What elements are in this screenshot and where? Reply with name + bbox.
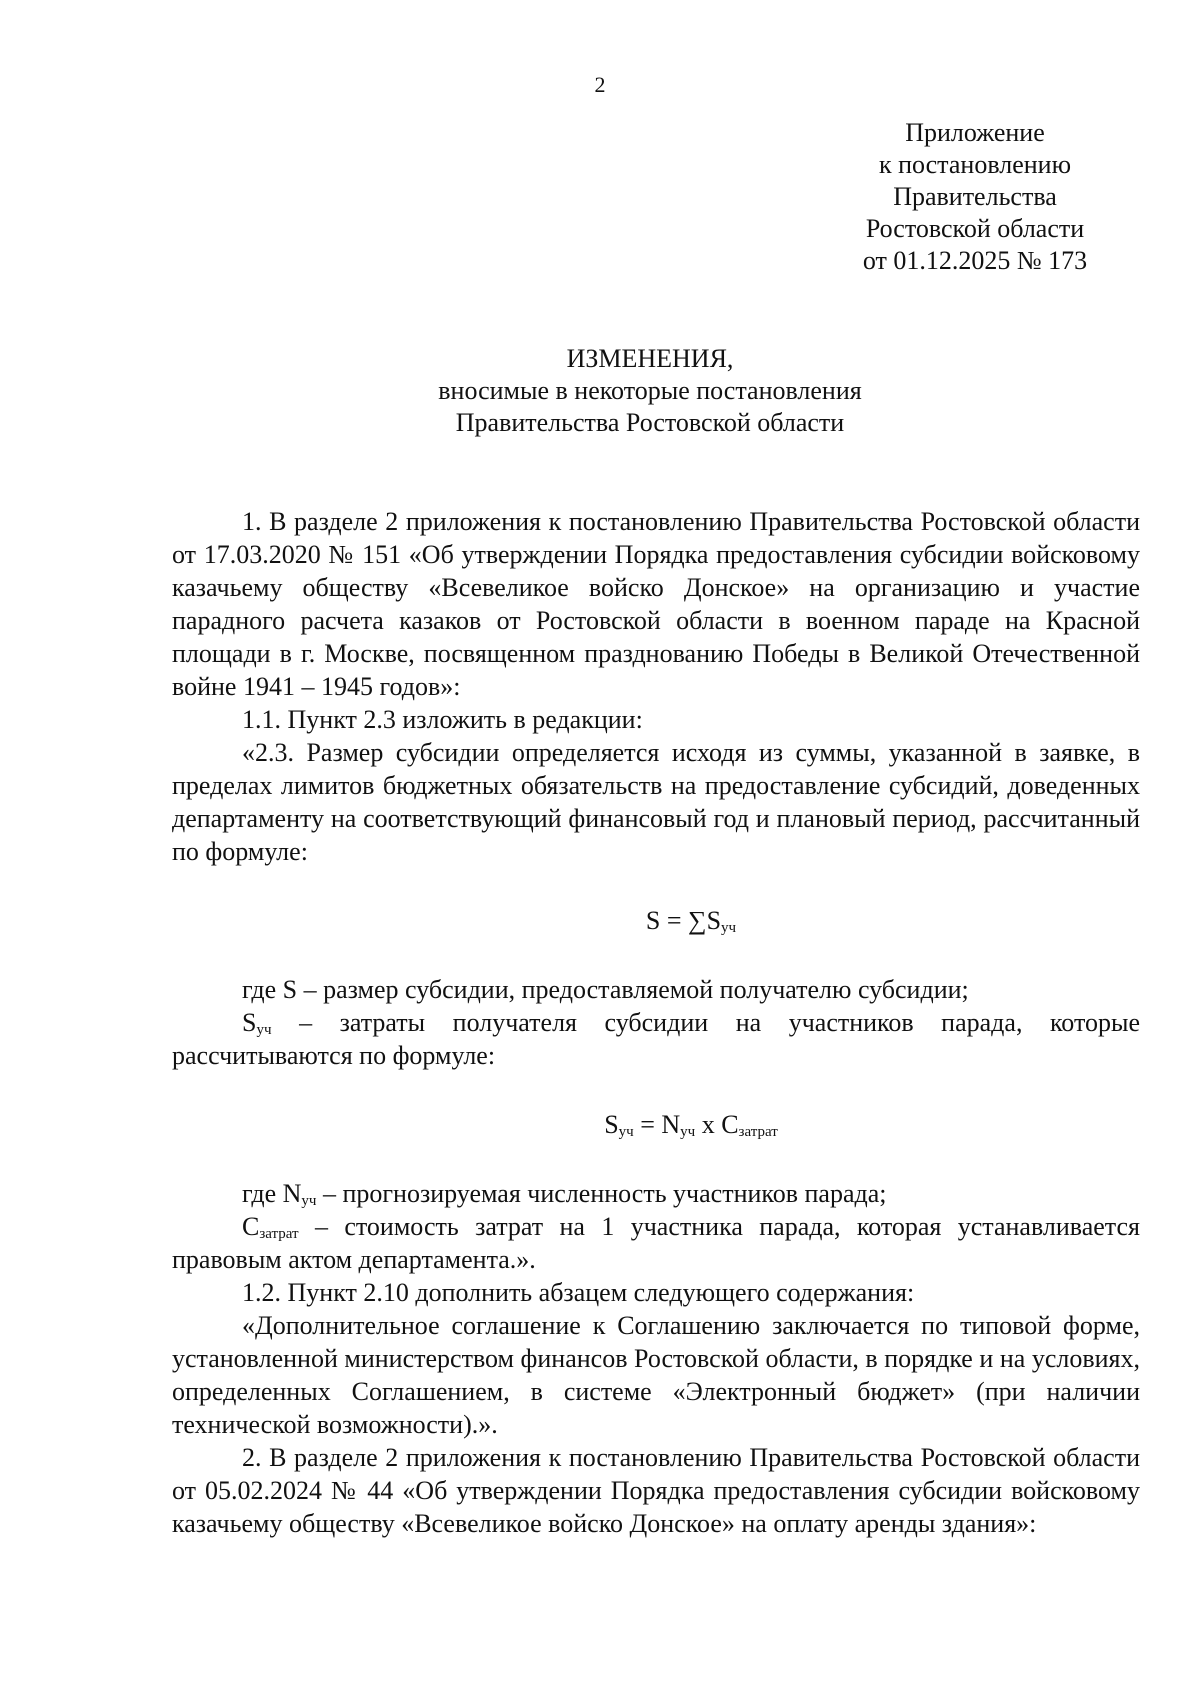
appendix-line: к постановлению — [878, 150, 1072, 179]
paragraph: $S_{уч}$ – затраты получателя субсидии на участников парада, которые рассчитываются по формуле: — [172, 1008, 1140, 1070]
title-heading: ИЗМЕНЕНИЯ, — [566, 344, 734, 373]
appendix-line: Ростовской области — [865, 214, 1085, 243]
title-subline: Правительства Ростовской области — [455, 408, 845, 437]
paragraph: «Дополнительное соглашение к Соглашению заключается по типовой форме, установленной министерством финансов Ростовской области, в порядке и на условиях, определенных Соглашением, в системе «Электронный бюджет» (при наличии технической возможности).». — [172, 1311, 1140, 1439]
document-body — [172, 505, 1140, 1540]
formula-participant-costs: $S_{уч} = N_{уч}$ x $C_{затрат}$ — [604, 1110, 778, 1140]
appendix-line: Правительства — [893, 182, 1057, 211]
formula-subsidy-sum: $S = \sum S_{уч}$ — [645, 906, 737, 936]
paragraph: 1.2. Пункт 2.10 дополнить абзацем следующего содержания: — [242, 1278, 915, 1307]
paragraph: 1. В разделе 2 приложения к постановлению Правительства Ростовской области от 17.03.2020 № 151 «Об утверждении Порядка предоставления субсидии войсковому казачьему обществу «Всевеликое войско Донское» на организацию и участие парадного расчета казаков от Ростовской области в военном параде на Красной площади в г. Москве, посвященном празднованию Победы в Великой Отечественной войне 1941 – 1945 годов»: — [172, 507, 1140, 701]
paragraph: «2.3. Размер субсидии определяется исходя из суммы, указанной в заявке, в пределах лимитов бюджетных обязательств на предоставление субсидий, доведенных департаменту на соответствующий финансовый год и плановый период, рассчитанный по формуле: — [172, 738, 1140, 866]
paragraph: 1.1. Пункт 2.3 изложить в редакции: — [242, 705, 643, 734]
appendix-header — [820, 117, 1130, 277]
appendix-date-number: от 01.12.2025 № 173 — [862, 246, 1088, 275]
paragraph: 2. В разделе 2 приложения к постановлению Правительства Ростовской области от 05.02.2024 № 44 «Об утверждении Порядка предоставления субсидии войсковому казачьему обществу «Всевеликое войско Донское» на оплату аренды здания»: — [172, 1443, 1140, 1538]
paragraph: где $N_{уч}$ – прогнозируемая численность участников парада; — [242, 1179, 887, 1209]
title-subline: вносимые в некоторые постановления — [438, 376, 862, 405]
document-title — [160, 343, 1140, 439]
paragraph: где S – размер субсидии, предоставляемой получателю субсидии; — [242, 975, 969, 1004]
page-number: 2 — [594, 72, 606, 97]
paragraph: $C_{затрат}$ – стоимость затрат на 1 участника парада, которая устанавливается правовым актом департамента.». — [172, 1212, 1140, 1274]
appendix-line: Приложение — [905, 118, 1045, 147]
